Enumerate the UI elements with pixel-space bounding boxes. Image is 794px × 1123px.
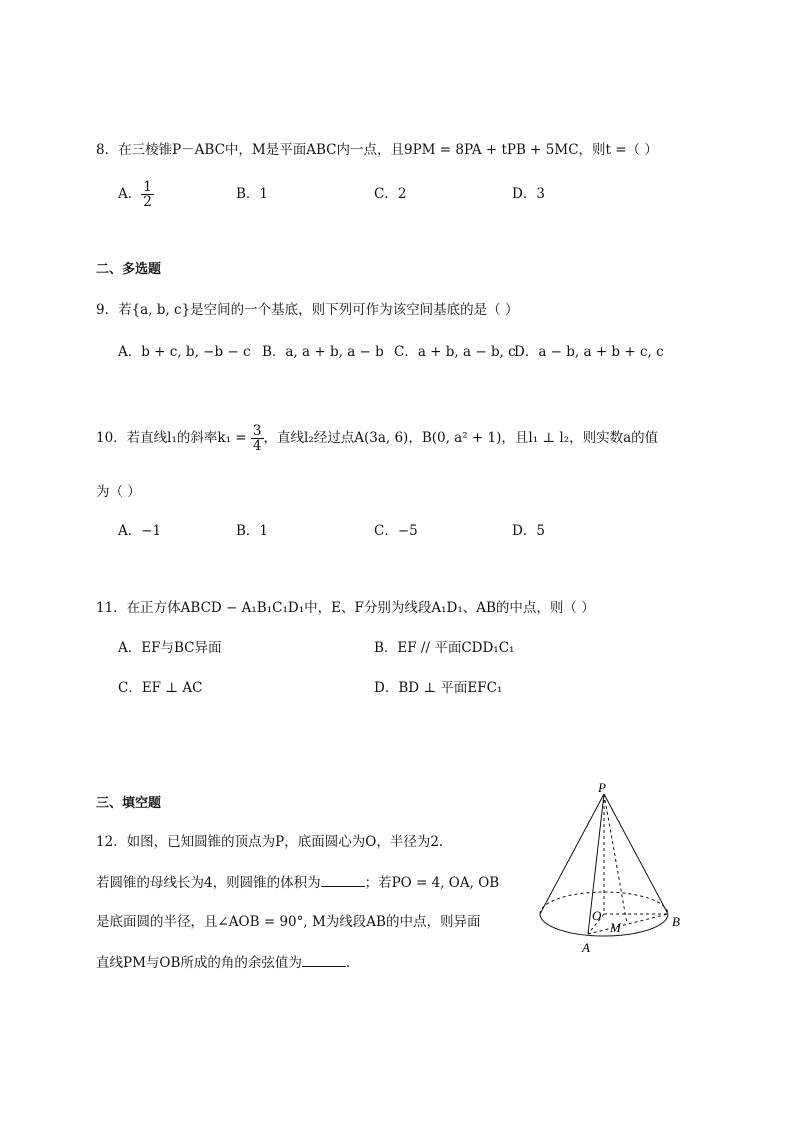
fraction-denominator: 2	[143, 194, 152, 211]
cone-right-generatrix	[604, 794, 668, 914]
q11-option-d: D．BD ⊥ 平面EFC₁	[374, 680, 503, 696]
section-title-fill-in-blank: 三、填空题	[96, 796, 162, 811]
question-10-text-line2: 为（ ）	[96, 484, 141, 500]
q10-slope-fraction	[251, 424, 264, 453]
question-12-line3: 是底面圆的半径，且∠AOB = 90°, M为线段AB的中点，则异面	[96, 914, 481, 930]
cone-figure	[530, 780, 700, 960]
q8-option-b: B．1	[236, 186, 269, 202]
q10-option-d: D．5	[512, 523, 545, 539]
q11-option-a: A．EF与BC异面	[118, 640, 222, 656]
answer-blank-cosine	[302, 954, 346, 967]
q9-option-c: C．a + b, a − b, c	[394, 344, 516, 360]
cone-left-generatrix	[540, 794, 604, 914]
q10-option-b: B．1	[236, 523, 269, 539]
q11-option-b: B．EF // 平面CDD₁C₁	[374, 640, 515, 656]
q10-text-post: ，直线l₂经过点A(3a, 6)，B(0, a² + 1)，且l₁ ⊥ l₂，则实数a的值	[263, 430, 659, 447]
q12-line2-b: ；若PO = 4, OA, OB	[364, 875, 500, 891]
section-title-multiple-choice: 二、多选题	[96, 262, 162, 277]
fraction-numerator: 1	[143, 179, 152, 195]
q9-option-d: D．a − b, a + b + c, c	[514, 344, 664, 360]
cone-base-front-edge	[540, 914, 668, 936]
question-9-text: 9．若{a, b, c}是空间的一个基底，则下列可作为该空间基底的是（ ）	[96, 302, 519, 318]
label-a: A	[582, 940, 590, 955]
question-12-line4	[96, 954, 350, 971]
q8-option-d: D．3	[512, 186, 545, 202]
q8-option-a	[118, 180, 154, 209]
question-8-text: 8．在三棱锥P－ABC中，M是平面ABC内一点，且9PM = 8PA + tPB + 5MC，则t =（ ）	[96, 142, 658, 158]
q12-line4-b: .	[345, 955, 351, 971]
q10-option-c: C．−5	[374, 523, 418, 539]
fraction-denominator: 4	[252, 438, 262, 455]
q11-option-c: C．EF ⊥ AC	[118, 680, 203, 696]
question-12-line2	[96, 874, 499, 891]
fraction-numerator: 3	[252, 423, 262, 439]
q8-option-a-fraction	[141, 180, 154, 209]
q9-option-b: B．a, a + b, a − b	[262, 344, 384, 360]
answer-blank-volume	[321, 874, 365, 887]
label-p: P	[598, 780, 606, 795]
label-b: B	[672, 914, 680, 929]
q8-option-a-label: A．	[118, 186, 142, 203]
question-10-text	[96, 424, 658, 453]
q10-option-a: A．−1	[118, 523, 162, 539]
q9-option-a: A．b + c, b, −b − c	[118, 344, 251, 360]
label-o: O	[592, 908, 602, 923]
q12-line4-a: 直线PM与OB所成的角的余弦值为	[96, 955, 302, 971]
question-12-line1: 12．如图，已知圆锥的顶点为P，底面圆心为O，半径为2.	[96, 834, 444, 850]
q8-option-c: C．2	[374, 186, 407, 202]
segment-pm	[604, 794, 627, 924]
question-11-text: 11．在正方体ABCD − A₁B₁C₁D₁中，E、F分别为线段A₁D₁、AB的中点，则（ ）	[96, 600, 595, 616]
q10-text-pre: 10．若直线l₁的斜率k₁ =	[96, 430, 251, 447]
q12-line2-a: 若圆锥的母线长为4，则圆锥的体积为	[96, 875, 321, 891]
label-m: M	[610, 920, 621, 935]
